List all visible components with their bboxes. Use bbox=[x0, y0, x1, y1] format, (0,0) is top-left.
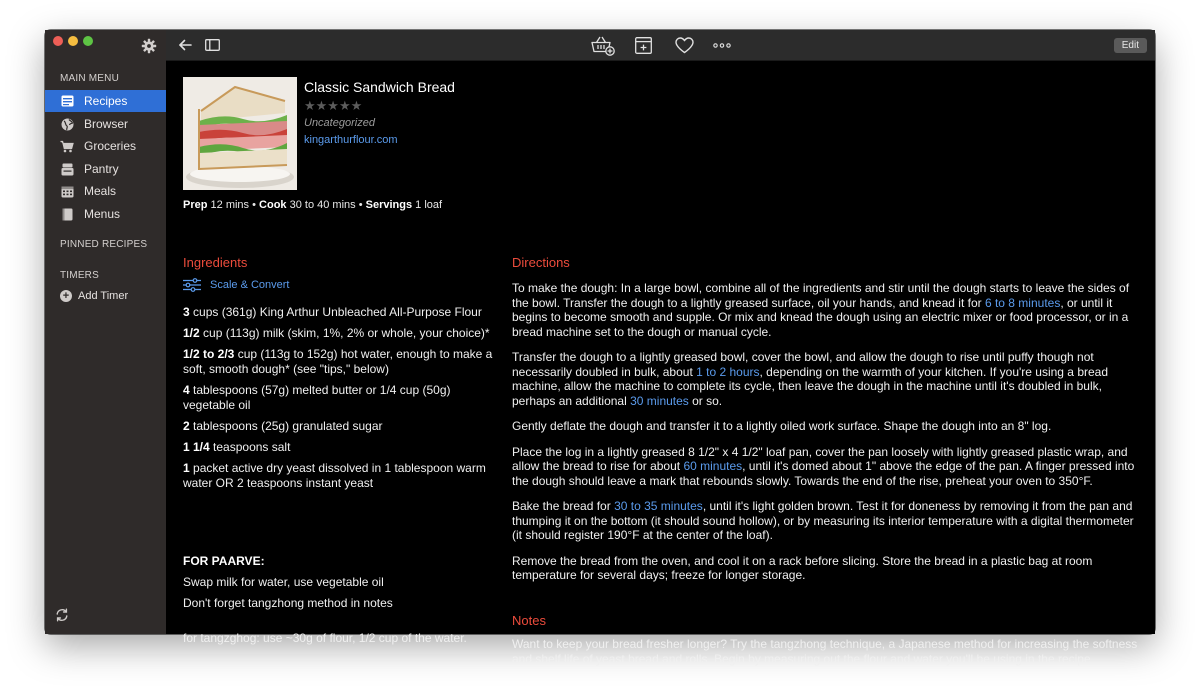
timer-link[interactable]: 1 to 2 hours bbox=[696, 364, 760, 379]
ingredients-heading: Ingredients bbox=[183, 255, 248, 270]
directions-body bbox=[512, 281, 1138, 594]
direction-step: Gently deflate the dough and transfer it to a lightly oiled work surface. Shape the dough into an 8" log. bbox=[512, 419, 1052, 433]
toolbar bbox=[166, 30, 1155, 61]
timer-link[interactable]: 30 to 35 minutes bbox=[614, 499, 703, 513]
add-timer-label: Add Timer bbox=[78, 290, 129, 302]
globe-icon bbox=[60, 117, 74, 131]
scale-convert-label: Scale & Convert bbox=[210, 279, 290, 291]
list-item: 1 1/4 teaspoons salt bbox=[183, 440, 291, 454]
more-options-icon[interactable] bbox=[711, 36, 733, 54]
recipes-icon bbox=[60, 94, 74, 108]
pinned-recipes-title: PINNED RECIPES bbox=[60, 239, 148, 250]
plus-circle-icon: + bbox=[60, 290, 72, 302]
notes-heading: Notes bbox=[512, 613, 546, 628]
main-menu-title: MAIN MENU bbox=[60, 73, 120, 84]
add-timer-button[interactable] bbox=[60, 290, 128, 302]
servings-label: Servings bbox=[365, 199, 413, 211]
add-to-groceries-icon[interactable] bbox=[590, 34, 616, 56]
recipe-detail bbox=[166, 61, 1155, 666]
scale-convert-button[interactable] bbox=[183, 278, 289, 292]
recipe-source-link[interactable]: kingarthurflour.com bbox=[304, 134, 398, 146]
list-item: 3 cups (361g) King Arthur Unbleached All-Purpose Flour bbox=[183, 305, 482, 319]
list-item: 1/2 cup (113g) milk (skim, 1%, 2% or whole, your choice)* bbox=[183, 326, 490, 340]
gear-icon[interactable] bbox=[141, 38, 157, 54]
sliders-icon bbox=[183, 278, 201, 292]
direction-step: Place the log in a lightly greased 8 1/2" x 4 1/2" loaf pan, cover the pan loosely with lightly greased plastic wrap, and allow the bread to rise for about 60 minutes, until it's domed about 1" above the edge of the pan. A finger pressed into the dough should leave a mark that rebounds slowly. Towards the end of the rise, preheat your oven to 350°F. bbox=[512, 444, 1135, 488]
calendar-icon bbox=[60, 184, 74, 198]
sidebar-item-groceries[interactable] bbox=[45, 135, 166, 157]
meta-separator: • bbox=[358, 199, 363, 211]
timer-link[interactable]: 60 minutes bbox=[683, 459, 743, 473]
cook-label: Cook bbox=[259, 199, 287, 211]
list-item: 4 tablespoons (57g) melted butter or 1/4 cup (50g) vegetable oil bbox=[183, 383, 451, 412]
meta-separator: • bbox=[252, 199, 256, 211]
servings-value: 1 loaf bbox=[415, 199, 443, 211]
sidebar-item-menus[interactable] bbox=[45, 203, 166, 225]
recipe-photo[interactable] bbox=[183, 77, 297, 190]
timers-title: TIMERS bbox=[60, 270, 99, 281]
paarve-line-1: Swap milk for water, use vegetable oil bbox=[183, 575, 384, 589]
direction-step: Transfer the dough to a lightly greased bowl, cover the bowl, and allow the dough to rise until puffy though not necessarily doubled in bulk, about 1 to 2 hours, depending on the warmth of your kitchen. If you're using a bread machine, allow the machine to complete its cycle, then leave the dough in the machine until it's doubled in bulk, perhaps an additional 30 minutes or so. bbox=[512, 350, 1109, 408]
sidebar-item-label: Menus bbox=[84, 207, 121, 221]
edit-button[interactable]: Edit bbox=[1114, 38, 1147, 53]
sidebar-item-label: Pantry bbox=[84, 162, 119, 176]
sidebar-item-label: Groceries bbox=[84, 139, 137, 153]
back-arrow-icon[interactable] bbox=[176, 36, 194, 54]
ingredients-list bbox=[183, 305, 501, 497]
recipe-category: Uncategorized bbox=[304, 117, 375, 129]
sidebar-item-meals[interactable] bbox=[45, 180, 166, 202]
sidebar-item-label: Browser bbox=[84, 117, 129, 131]
sidebar bbox=[45, 30, 166, 634]
tangzghog-line: for tangzghog: use ~30g of flour, 1/2 cup of the water. bbox=[183, 631, 467, 645]
cook-value: 30 to 40 mins bbox=[289, 199, 356, 211]
zoom-window-button[interactable] bbox=[83, 36, 93, 46]
prep-label: Prep bbox=[183, 199, 208, 211]
sidebar-item-label: Recipes bbox=[84, 94, 128, 108]
pantry-icon bbox=[60, 162, 74, 176]
sync-icon[interactable] bbox=[55, 608, 69, 622]
list-item: 1/2 to 2/3 cup (113g to 152g) hot water, enough to make a soft, smooth dough* (see "tips," below) bbox=[183, 347, 493, 376]
heart-icon[interactable] bbox=[673, 36, 695, 54]
list-item: 1 packet active dry yeast dissolved in 1 tablespoon warm water OR 2 teaspoons instant yeast bbox=[183, 461, 486, 490]
timer-link[interactable]: 6 to 8 minutes bbox=[984, 295, 1061, 310]
minimize-window-button[interactable] bbox=[68, 36, 78, 46]
notes-body: Want to keep your bread fresher longer? Try the tangzhong technique, a Japanese method for increasing the softness and shelf life of yeast bread and rolls. Begin by measuring out the flour and water you'll be using in the recipe. bbox=[512, 637, 1138, 666]
paarve-heading: FOR PAARVE: bbox=[183, 554, 265, 568]
sidebar-item-label: Meals bbox=[84, 184, 117, 198]
sidebar-item-browser[interactable] bbox=[45, 113, 166, 135]
app-window bbox=[45, 30, 1155, 666]
sidebar-toggle-icon[interactable] bbox=[203, 36, 221, 54]
rating-stars[interactable]: ★★★★★ bbox=[304, 98, 363, 113]
recipe-meta bbox=[183, 199, 442, 211]
timer-link[interactable]: 30 minutes bbox=[630, 393, 689, 408]
menu-book-icon bbox=[60, 207, 74, 221]
recipe-title: Classic Sandwich Bread bbox=[304, 79, 455, 95]
list-item: 2 tablespoons (25g) granulated sugar bbox=[183, 419, 383, 433]
paarve-line-2: Don't forget tangzhong method in notes bbox=[183, 596, 393, 610]
direction-step: To make the dough: In a large bowl, combine all of the ingredients and stir until the dough starts to leave the sides of the bowl. Transfer the dough to a lightly greased surface, oil your hands, and knead it for 6 to 8 minutes, or until it begins to become smooth and supple. Or mix and knead the dough using an electric mixer or food processor, or in a bread machine set to the dough or manual cycle. bbox=[512, 281, 1130, 339]
sidebar-item-recipes[interactable] bbox=[45, 90, 166, 112]
direction-step: Bake the bread for 30 to 35 minutes, until it's light golden brown. Test it for doneness by removing it from the pan and thumping it on the bottom (it should sound hollow), or by measuring its interior temperature with a digital thermometer (it should register 190°F at the center of the loaf). bbox=[512, 499, 1134, 542]
prep-value: 12 mins bbox=[210, 199, 250, 211]
add-to-menu-icon[interactable] bbox=[633, 36, 653, 54]
sidebar-item-pantry[interactable] bbox=[45, 158, 166, 180]
direction-step: Remove the bread from the oven, and cool it on a rack before slicing. Store the bread in a plastic bag at room temperature for several days; freeze for longer storage. bbox=[512, 553, 1093, 582]
directions-heading: Directions bbox=[512, 255, 570, 270]
cart-icon bbox=[60, 139, 74, 153]
close-window-button[interactable] bbox=[53, 36, 63, 46]
